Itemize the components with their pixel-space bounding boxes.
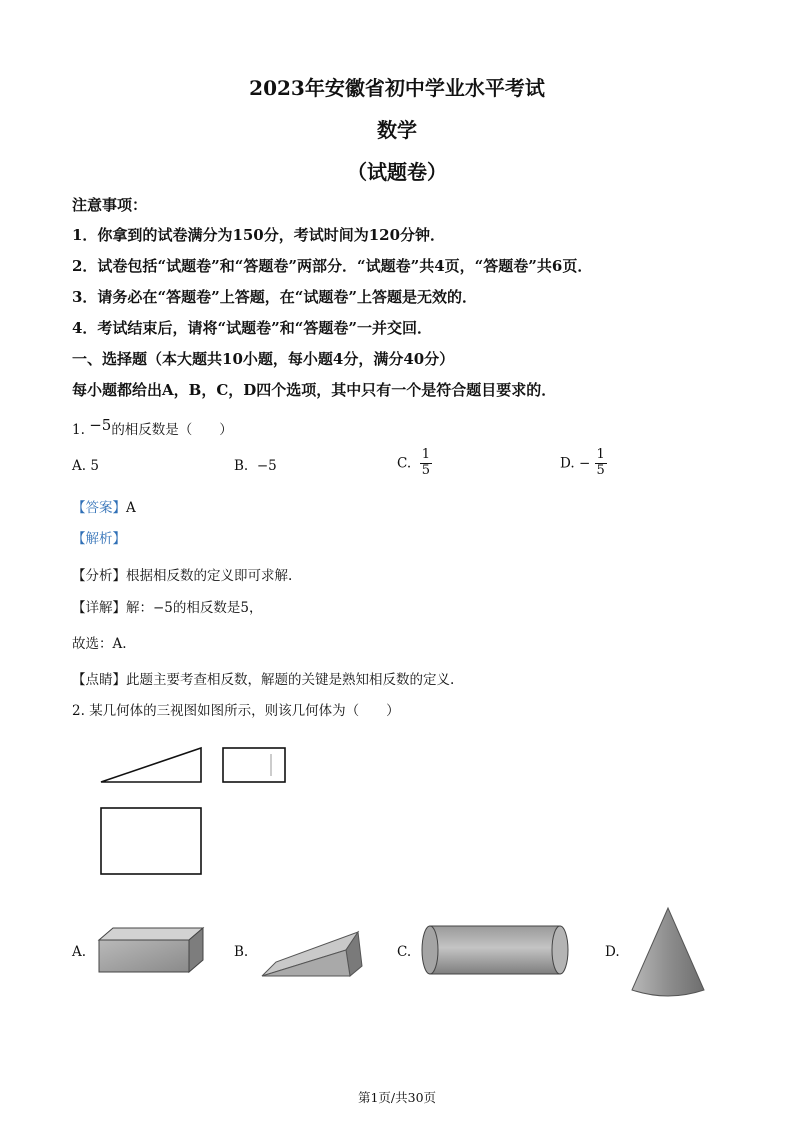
question-2-stem [72, 699, 400, 719]
option-label: D. [560, 455, 575, 472]
dianjing-text: 此题主要考查相反数，解题的关键是熟知相反数的定义. [126, 672, 455, 688]
cylinder-image[interactable] [420, 922, 572, 978]
fraction-numerator: 1 [421, 447, 431, 462]
cone-image[interactable] [628, 904, 708, 1000]
top-view-rect [101, 808, 201, 874]
side-view-rect [223, 748, 285, 782]
answer-tag: 【答案】 [72, 500, 126, 516]
question-text: 某几何体的三视图如图所示，则该几何体为（ ） [89, 703, 400, 719]
fraction-denominator: 5 [596, 462, 605, 478]
analysis-tag: 【解析】 [72, 531, 126, 547]
fenxi-text: 根据相反数的定义即可求解. [126, 568, 293, 584]
answer-value: A [126, 500, 136, 516]
three-view-figure [95, 740, 295, 890]
question-number: 1. [72, 422, 85, 438]
option-sign: − [578, 455, 591, 472]
fenxi-tag: 【分析】 [72, 568, 126, 584]
answer-line [72, 496, 136, 516]
exam-title: 2023年安徽省初中学业水平考试 [249, 76, 545, 100]
xiangjie-text: 解：−5的相反数是5， [126, 600, 263, 616]
cuboid-image[interactable] [95, 922, 205, 978]
section-title: 一、选择题（本大题共10小题，每小题4分，满分40分） [72, 350, 455, 368]
fraction [595, 448, 607, 479]
notice-item-1: 1．你拿到的试卷满分为150分，考试时间为120分钟． [72, 226, 446, 244]
question-value: −5 [89, 416, 112, 434]
option-text: 5 [90, 458, 99, 474]
wedge-image[interactable] [258, 928, 368, 982]
q2-option-b-label[interactable]: B. [234, 944, 249, 960]
option-d[interactable] [560, 448, 607, 479]
fraction [420, 448, 432, 479]
option-label: B. [234, 458, 249, 474]
notice-heading: 注意事项： [72, 196, 148, 214]
dianjing-line [72, 668, 454, 688]
fraction-numerator: 1 [596, 447, 605, 462]
cylinder-left-end [422, 926, 438, 974]
question-text: 的相反数是（ ） [111, 422, 233, 438]
q2-option-a-label[interactable]: A. [72, 944, 87, 960]
option-label: C. [397, 455, 412, 472]
section-instruction: 每小题都给出A，B，C，D四个选项，其中只有一个是符合题目要求的． [72, 381, 557, 399]
option-c[interactable] [397, 448, 432, 479]
cuboid-front-face [99, 940, 189, 972]
fraction-denominator: 5 [421, 462, 431, 478]
notice-item-3: 3．请务必在“答题卷”上答题，在“试题卷”上答题是无效的． [72, 288, 477, 306]
q2-option-d-label[interactable]: D. [605, 944, 620, 960]
guxuan-line: 故选：A. [72, 636, 127, 652]
page-number: 第1页/共30页 [357, 1090, 437, 1105]
notice-item-2: 2．试卷包括“试题卷”和“答题卷”两部分．“试题卷”共4页，“答题卷”共6页． [72, 257, 593, 275]
xiangjie-line [72, 596, 263, 616]
cylinder-body [430, 926, 560, 974]
option-a[interactable] [72, 458, 99, 474]
question-1-stem [72, 418, 233, 438]
booklet-title: （试题卷） [347, 160, 447, 184]
cylinder-right-end [552, 926, 568, 974]
q2-option-c-label[interactable]: C. [397, 944, 412, 960]
subject-title: 数学 [377, 118, 417, 142]
cuboid-top-face [99, 928, 203, 940]
option-text: −5 [256, 458, 277, 474]
fenxi-line [72, 564, 292, 584]
notice-item-4: 4．考试结束后，请将“试题卷”和“答题卷”一并交回． [72, 319, 432, 337]
option-label: A. [72, 458, 87, 474]
front-view-triangle [101, 748, 201, 782]
option-b[interactable] [234, 458, 277, 474]
xiangjie-tag: 【详解】 [72, 600, 126, 616]
question-number: 2. [72, 703, 85, 719]
cone-body [632, 908, 704, 996]
dianjing-tag: 【点睛】 [72, 672, 126, 688]
